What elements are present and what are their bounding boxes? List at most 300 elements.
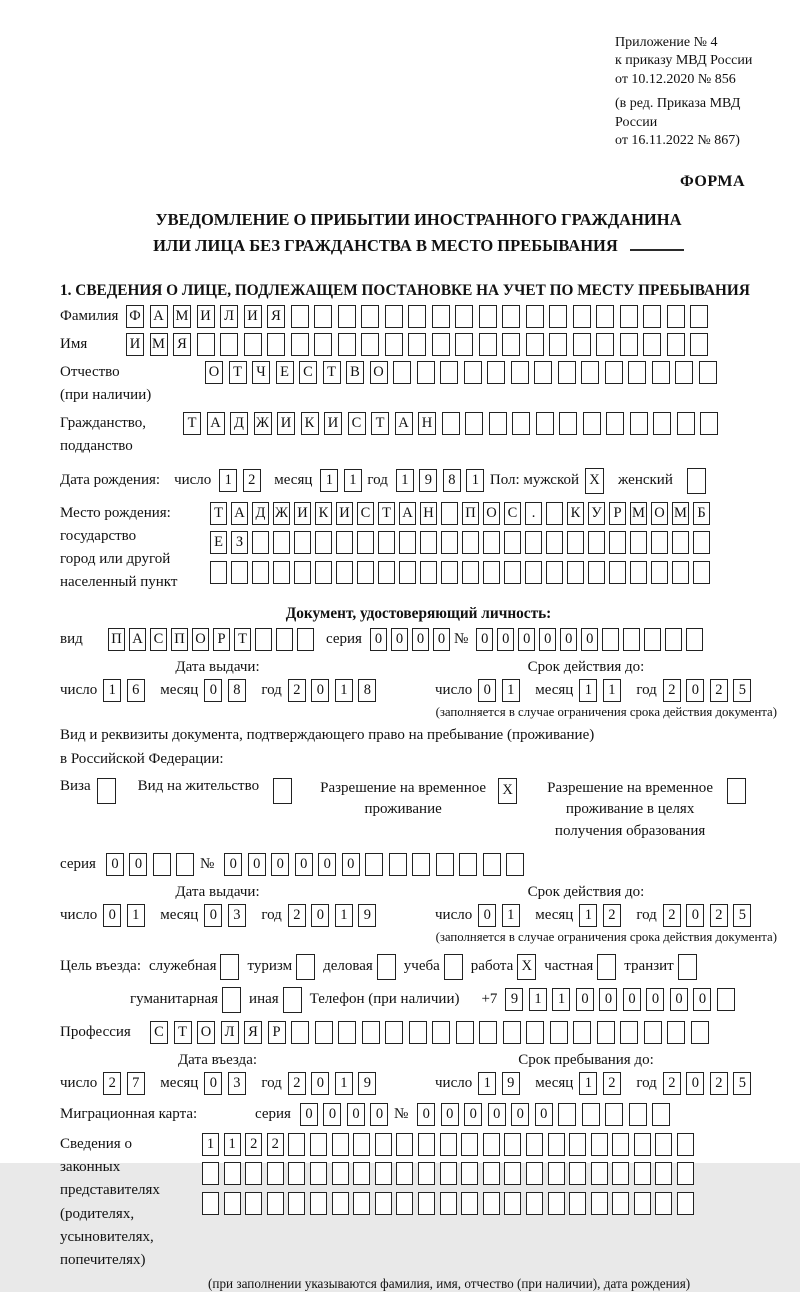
char-cell[interactable]: С [299, 361, 317, 384]
char-cell[interactable] [546, 502, 563, 525]
char-cell[interactable] [526, 1133, 543, 1156]
char-cell[interactable] [655, 1162, 672, 1185]
char-cell[interactable] [432, 1021, 450, 1044]
char-cell[interactable] [644, 1021, 662, 1044]
char-cell[interactable]: Т [323, 361, 341, 384]
char-cell[interactable]: 0 [478, 679, 496, 702]
char-cell[interactable]: М [672, 502, 689, 525]
visa-checkbox[interactable] [97, 778, 116, 804]
char-cell[interactable] [489, 412, 507, 435]
char-cell[interactable]: 9 [502, 1072, 520, 1095]
char-cell[interactable]: 3 [228, 904, 246, 927]
char-cell[interactable] [220, 333, 238, 356]
char-cell[interactable]: О [651, 502, 668, 525]
char-cell[interactable] [573, 1021, 591, 1044]
char-cell[interactable] [536, 412, 554, 435]
char-cell[interactable] [417, 361, 435, 384]
char-cell[interactable]: 2 [603, 904, 621, 927]
char-cell[interactable]: 0 [129, 853, 147, 876]
char-cell[interactable] [418, 1192, 435, 1215]
char-cell[interactable] [609, 531, 626, 554]
char-cell[interactable] [375, 1192, 392, 1215]
purpose-work-checkbox[interactable]: X [517, 954, 536, 980]
char-cell[interactable]: 0 [488, 1103, 506, 1126]
char-cell[interactable]: 0 [433, 628, 450, 651]
char-cell[interactable] [667, 305, 685, 328]
char-cell[interactable]: 1 [603, 679, 621, 702]
char-cell[interactable]: 0 [311, 679, 329, 702]
char-cell[interactable]: Р [213, 628, 230, 651]
char-cell[interactable]: И [197, 305, 215, 328]
char-cell[interactable] [606, 412, 624, 435]
char-cell[interactable]: 1 [335, 1072, 353, 1095]
char-cell[interactable]: 1 [127, 904, 145, 927]
char-cell[interactable]: 0 [295, 853, 313, 876]
char-cell[interactable]: Е [276, 361, 294, 384]
char-cell[interactable] [291, 305, 309, 328]
char-cell[interactable] [526, 333, 544, 356]
char-cell[interactable]: 0 [224, 853, 242, 876]
char-cell[interactable]: М [630, 502, 647, 525]
char-cell[interactable]: 2 [243, 469, 261, 492]
char-cell[interactable]: 0 [576, 988, 594, 1011]
char-cell[interactable]: 9 [358, 1072, 376, 1095]
char-cell[interactable] [628, 361, 646, 384]
char-cell[interactable] [487, 361, 505, 384]
char-cell[interactable]: М [150, 333, 168, 356]
char-cell[interactable]: 1 [579, 679, 597, 702]
char-cell[interactable]: 0 [204, 679, 222, 702]
char-cell[interactable]: А [399, 502, 416, 525]
char-cell[interactable]: 2 [288, 904, 306, 927]
char-cell[interactable]: О [197, 1021, 215, 1044]
residence-permit-checkbox[interactable] [273, 778, 292, 804]
char-cell[interactable]: 2 [710, 904, 728, 927]
char-cell[interactable]: 0 [391, 628, 408, 651]
char-cell[interactable] [357, 561, 374, 584]
char-cell[interactable]: С [348, 412, 366, 435]
char-cell[interactable]: И [336, 502, 353, 525]
char-cell[interactable] [483, 1162, 500, 1185]
char-cell[interactable] [252, 561, 269, 584]
char-cell[interactable] [620, 1021, 638, 1044]
char-cell[interactable]: К [315, 502, 332, 525]
char-cell[interactable]: Р [609, 502, 626, 525]
char-cell[interactable] [634, 1192, 651, 1215]
char-cell[interactable] [442, 412, 460, 435]
char-cell[interactable]: 1 [529, 988, 547, 1011]
char-cell[interactable] [569, 1192, 586, 1215]
char-cell[interactable] [504, 561, 521, 584]
char-cell[interactable]: 2 [267, 1133, 284, 1156]
char-cell[interactable] [591, 1133, 608, 1156]
char-cell[interactable] [546, 561, 563, 584]
char-cell[interactable] [511, 361, 529, 384]
char-cell[interactable]: 0 [103, 904, 121, 927]
char-cell[interactable] [479, 1021, 497, 1044]
char-cell[interactable] [602, 628, 619, 651]
char-cell[interactable] [512, 412, 530, 435]
char-cell[interactable] [583, 412, 601, 435]
char-cell[interactable] [651, 531, 668, 554]
char-cell[interactable] [396, 1133, 413, 1156]
char-cell[interactable]: 2 [288, 1072, 306, 1095]
char-cell[interactable] [297, 628, 314, 651]
char-cell[interactable] [294, 561, 311, 584]
char-cell[interactable] [462, 561, 479, 584]
char-cell[interactable]: К [567, 502, 584, 525]
char-cell[interactable]: 0 [476, 628, 493, 651]
char-cell[interactable] [677, 412, 695, 435]
char-cell[interactable] [483, 1192, 500, 1215]
char-cell[interactable] [634, 1162, 651, 1185]
char-cell[interactable] [483, 1133, 500, 1156]
char-cell[interactable] [353, 1133, 370, 1156]
char-cell[interactable] [569, 1133, 586, 1156]
char-cell[interactable]: Д [252, 502, 269, 525]
char-cell[interactable]: О [370, 361, 388, 384]
char-cell[interactable] [396, 1162, 413, 1185]
char-cell[interactable] [588, 561, 605, 584]
char-cell[interactable] [288, 1192, 305, 1215]
char-cell[interactable]: И [126, 333, 144, 356]
char-cell[interactable]: 2 [245, 1133, 262, 1156]
char-cell[interactable] [605, 1103, 623, 1126]
char-cell[interactable]: 0 [311, 1072, 329, 1095]
char-cell[interactable] [412, 853, 430, 876]
char-cell[interactable] [655, 1192, 672, 1215]
purpose-humanitarian-checkbox[interactable] [222, 987, 241, 1013]
char-cell[interactable] [591, 1192, 608, 1215]
char-cell[interactable] [693, 531, 710, 554]
char-cell[interactable] [267, 1162, 284, 1185]
char-cell[interactable] [665, 628, 682, 651]
char-cell[interactable] [399, 531, 416, 554]
char-cell[interactable]: Н [418, 412, 436, 435]
char-cell[interactable] [461, 1133, 478, 1156]
char-cell[interactable]: И [244, 305, 262, 328]
char-cell[interactable] [409, 1021, 427, 1044]
sex-male-checkbox[interactable]: X [585, 468, 604, 494]
char-cell[interactable] [691, 1021, 709, 1044]
char-cell[interactable]: А [395, 412, 413, 435]
char-cell[interactable]: О [205, 361, 223, 384]
char-cell[interactable]: А [207, 412, 225, 435]
char-cell[interactable] [378, 531, 395, 554]
char-cell[interactable] [597, 1021, 615, 1044]
char-cell[interactable] [436, 853, 454, 876]
char-cell[interactable]: П [462, 502, 479, 525]
char-cell[interactable]: 0 [412, 628, 429, 651]
char-cell[interactable] [558, 1103, 576, 1126]
char-cell[interactable]: 1 [224, 1133, 241, 1156]
char-cell[interactable] [353, 1162, 370, 1185]
char-cell[interactable] [273, 531, 290, 554]
char-cell[interactable] [396, 1192, 413, 1215]
char-cell[interactable] [393, 361, 411, 384]
char-cell[interactable] [385, 333, 403, 356]
char-cell[interactable] [245, 1192, 262, 1215]
char-cell[interactable]: 2 [710, 679, 728, 702]
char-cell[interactable] [504, 1192, 521, 1215]
char-cell[interactable]: Т [210, 502, 227, 525]
char-cell[interactable] [441, 531, 458, 554]
char-cell[interactable] [667, 1021, 685, 1044]
char-cell[interactable]: 0 [623, 988, 641, 1011]
char-cell[interactable] [573, 333, 591, 356]
char-cell[interactable] [315, 531, 332, 554]
char-cell[interactable] [332, 1133, 349, 1156]
char-cell[interactable] [441, 561, 458, 584]
char-cell[interactable] [420, 561, 437, 584]
purpose-study-checkbox[interactable] [444, 954, 463, 980]
char-cell[interactable] [605, 361, 623, 384]
char-cell[interactable] [224, 1192, 241, 1215]
char-cell[interactable] [717, 988, 735, 1011]
char-cell[interactable] [385, 305, 403, 328]
char-cell[interactable]: 1 [466, 469, 484, 492]
char-cell[interactable] [588, 531, 605, 554]
char-cell[interactable] [630, 561, 647, 584]
char-cell[interactable] [455, 305, 473, 328]
char-cell[interactable]: 0 [511, 1103, 529, 1126]
char-cell[interactable]: У [588, 502, 605, 525]
purpose-transit-checkbox[interactable] [678, 954, 697, 980]
char-cell[interactable] [677, 1162, 694, 1185]
char-cell[interactable]: В [346, 361, 364, 384]
char-cell[interactable] [440, 1162, 457, 1185]
char-cell[interactable] [375, 1133, 392, 1156]
char-cell[interactable] [655, 1133, 672, 1156]
char-cell[interactable] [432, 305, 450, 328]
char-cell[interactable] [440, 361, 458, 384]
char-cell[interactable] [455, 333, 473, 356]
char-cell[interactable] [483, 853, 501, 876]
char-cell[interactable]: Т [371, 412, 389, 435]
char-cell[interactable] [651, 561, 668, 584]
char-cell[interactable] [153, 853, 171, 876]
char-cell[interactable] [686, 628, 703, 651]
char-cell[interactable]: 5 [733, 904, 751, 927]
char-cell[interactable] [652, 1103, 670, 1126]
char-cell[interactable]: 0 [560, 628, 577, 651]
char-cell[interactable]: 0 [204, 904, 222, 927]
char-cell[interactable]: 0 [342, 853, 360, 876]
char-cell[interactable]: Т [183, 412, 201, 435]
char-cell[interactable] [609, 561, 626, 584]
char-cell[interactable] [418, 1133, 435, 1156]
char-cell[interactable]: О [483, 502, 500, 525]
char-cell[interactable] [677, 1133, 694, 1156]
char-cell[interactable] [630, 412, 648, 435]
char-cell[interactable]: 1 [335, 904, 353, 927]
char-cell[interactable] [441, 502, 458, 525]
char-cell[interactable]: 0 [417, 1103, 435, 1126]
char-cell[interactable] [526, 1192, 543, 1215]
char-cell[interactable] [503, 1021, 521, 1044]
char-cell[interactable]: 0 [204, 1072, 222, 1095]
char-cell[interactable] [567, 531, 584, 554]
char-cell[interactable]: И [324, 412, 342, 435]
char-cell[interactable] [620, 333, 638, 356]
char-cell[interactable]: 1 [219, 469, 237, 492]
char-cell[interactable]: 2 [710, 1072, 728, 1095]
char-cell[interactable] [643, 333, 661, 356]
purpose-business-checkbox[interactable] [377, 954, 396, 980]
char-cell[interactable] [652, 361, 670, 384]
purpose-private-checkbox[interactable] [597, 954, 616, 980]
char-cell[interactable]: Д [230, 412, 248, 435]
char-cell[interactable] [483, 531, 500, 554]
char-cell[interactable] [288, 1133, 305, 1156]
char-cell[interactable]: 0 [464, 1103, 482, 1126]
char-cell[interactable]: 0 [599, 988, 617, 1011]
char-cell[interactable] [612, 1192, 629, 1215]
char-cell[interactable] [310, 1192, 327, 1215]
char-cell[interactable]: 8 [358, 679, 376, 702]
char-cell[interactable] [675, 361, 693, 384]
char-cell[interactable]: 0 [370, 628, 387, 651]
char-cell[interactable] [420, 531, 437, 554]
char-cell[interactable] [314, 333, 332, 356]
char-cell[interactable]: 2 [663, 904, 681, 927]
char-cell[interactable] [202, 1192, 219, 1215]
char-cell[interactable] [418, 1162, 435, 1185]
char-cell[interactable]: П [171, 628, 188, 651]
char-cell[interactable] [504, 1133, 521, 1156]
char-cell[interactable]: 0 [686, 679, 704, 702]
char-cell[interactable]: 2 [663, 679, 681, 702]
char-cell[interactable]: 0 [106, 853, 124, 876]
char-cell[interactable]: А [150, 305, 168, 328]
char-cell[interactable] [315, 561, 332, 584]
char-cell[interactable] [440, 1133, 457, 1156]
char-cell[interactable] [338, 333, 356, 356]
char-cell[interactable]: 0 [670, 988, 688, 1011]
char-cell[interactable] [525, 531, 542, 554]
char-cell[interactable]: 1 [552, 988, 570, 1011]
char-cell[interactable] [558, 361, 576, 384]
char-cell[interactable]: 0 [646, 988, 664, 1011]
char-cell[interactable] [459, 853, 477, 876]
char-cell[interactable] [375, 1162, 392, 1185]
char-cell[interactable] [643, 305, 661, 328]
char-cell[interactable] [534, 361, 552, 384]
char-cell[interactable] [357, 531, 374, 554]
char-cell[interactable] [569, 1162, 586, 1185]
char-cell[interactable] [548, 1162, 565, 1185]
char-cell[interactable] [338, 305, 356, 328]
char-cell[interactable] [644, 628, 661, 651]
char-cell[interactable]: 9 [358, 904, 376, 927]
char-cell[interactable] [314, 305, 332, 328]
char-cell[interactable] [461, 1192, 478, 1215]
char-cell[interactable]: Ч [252, 361, 270, 384]
char-cell[interactable] [653, 412, 671, 435]
char-cell[interactable] [612, 1162, 629, 1185]
char-cell[interactable] [332, 1192, 349, 1215]
char-cell[interactable]: 0 [441, 1103, 459, 1126]
char-cell[interactable] [456, 1021, 474, 1044]
char-cell[interactable]: 6 [127, 679, 145, 702]
char-cell[interactable]: Р [268, 1021, 286, 1044]
char-cell[interactable] [582, 1103, 600, 1126]
char-cell[interactable]: Б [693, 502, 710, 525]
char-cell[interactable]: И [277, 412, 295, 435]
char-cell[interactable]: 1 [502, 904, 520, 927]
char-cell[interactable]: 1 [579, 904, 597, 927]
char-cell[interactable]: О [192, 628, 209, 651]
char-cell[interactable] [389, 853, 407, 876]
char-cell[interactable] [479, 333, 497, 356]
char-cell[interactable] [596, 333, 614, 356]
char-cell[interactable] [252, 531, 269, 554]
char-cell[interactable]: Ф [126, 305, 144, 328]
char-cell[interactable]: 8 [443, 469, 461, 492]
char-cell[interactable] [202, 1162, 219, 1185]
char-cell[interactable]: 0 [686, 1072, 704, 1095]
temp-permit-checkbox[interactable]: X [498, 778, 517, 804]
purpose-official-checkbox[interactable] [220, 954, 239, 980]
char-cell[interactable] [291, 1021, 309, 1044]
char-cell[interactable]: 0 [370, 1103, 388, 1126]
char-cell[interactable]: 0 [347, 1103, 365, 1126]
char-cell[interactable] [362, 1021, 380, 1044]
purpose-other-checkbox[interactable] [283, 987, 302, 1013]
char-cell[interactable]: Л [220, 305, 238, 328]
char-cell[interactable] [559, 412, 577, 435]
char-cell[interactable] [310, 1162, 327, 1185]
char-cell[interactable] [315, 1021, 333, 1044]
char-cell[interactable]: 1 [478, 1072, 496, 1095]
char-cell[interactable] [255, 628, 272, 651]
char-cell[interactable]: 1 [335, 679, 353, 702]
char-cell[interactable] [378, 561, 395, 584]
char-cell[interactable] [224, 1162, 241, 1185]
char-cell[interactable]: . [525, 502, 542, 525]
char-cell[interactable]: 1 [396, 469, 414, 492]
char-cell[interactable]: Я [173, 333, 191, 356]
char-cell[interactable] [231, 561, 248, 584]
char-cell[interactable] [623, 628, 640, 651]
char-cell[interactable] [672, 531, 689, 554]
char-cell[interactable] [365, 853, 383, 876]
char-cell[interactable] [690, 305, 708, 328]
char-cell[interactable] [629, 1103, 647, 1126]
char-cell[interactable] [526, 305, 544, 328]
char-cell[interactable] [526, 1162, 543, 1185]
char-cell[interactable] [361, 305, 379, 328]
edu-permit-checkbox[interactable] [727, 778, 746, 804]
char-cell[interactable] [502, 305, 520, 328]
char-cell[interactable] [502, 333, 520, 356]
char-cell[interactable] [549, 305, 567, 328]
char-cell[interactable]: 1 [502, 679, 520, 702]
char-cell[interactable] [693, 561, 710, 584]
char-cell[interactable] [620, 305, 638, 328]
char-cell[interactable] [483, 561, 500, 584]
char-cell[interactable]: 8 [228, 679, 246, 702]
char-cell[interactable] [699, 361, 717, 384]
char-cell[interactable] [667, 333, 685, 356]
char-cell[interactable]: С [150, 628, 167, 651]
char-cell[interactable]: С [150, 1021, 168, 1044]
char-cell[interactable] [567, 561, 584, 584]
char-cell[interactable]: 3 [228, 1072, 246, 1095]
char-cell[interactable]: Е [210, 531, 227, 554]
char-cell[interactable] [549, 333, 567, 356]
char-cell[interactable] [408, 333, 426, 356]
